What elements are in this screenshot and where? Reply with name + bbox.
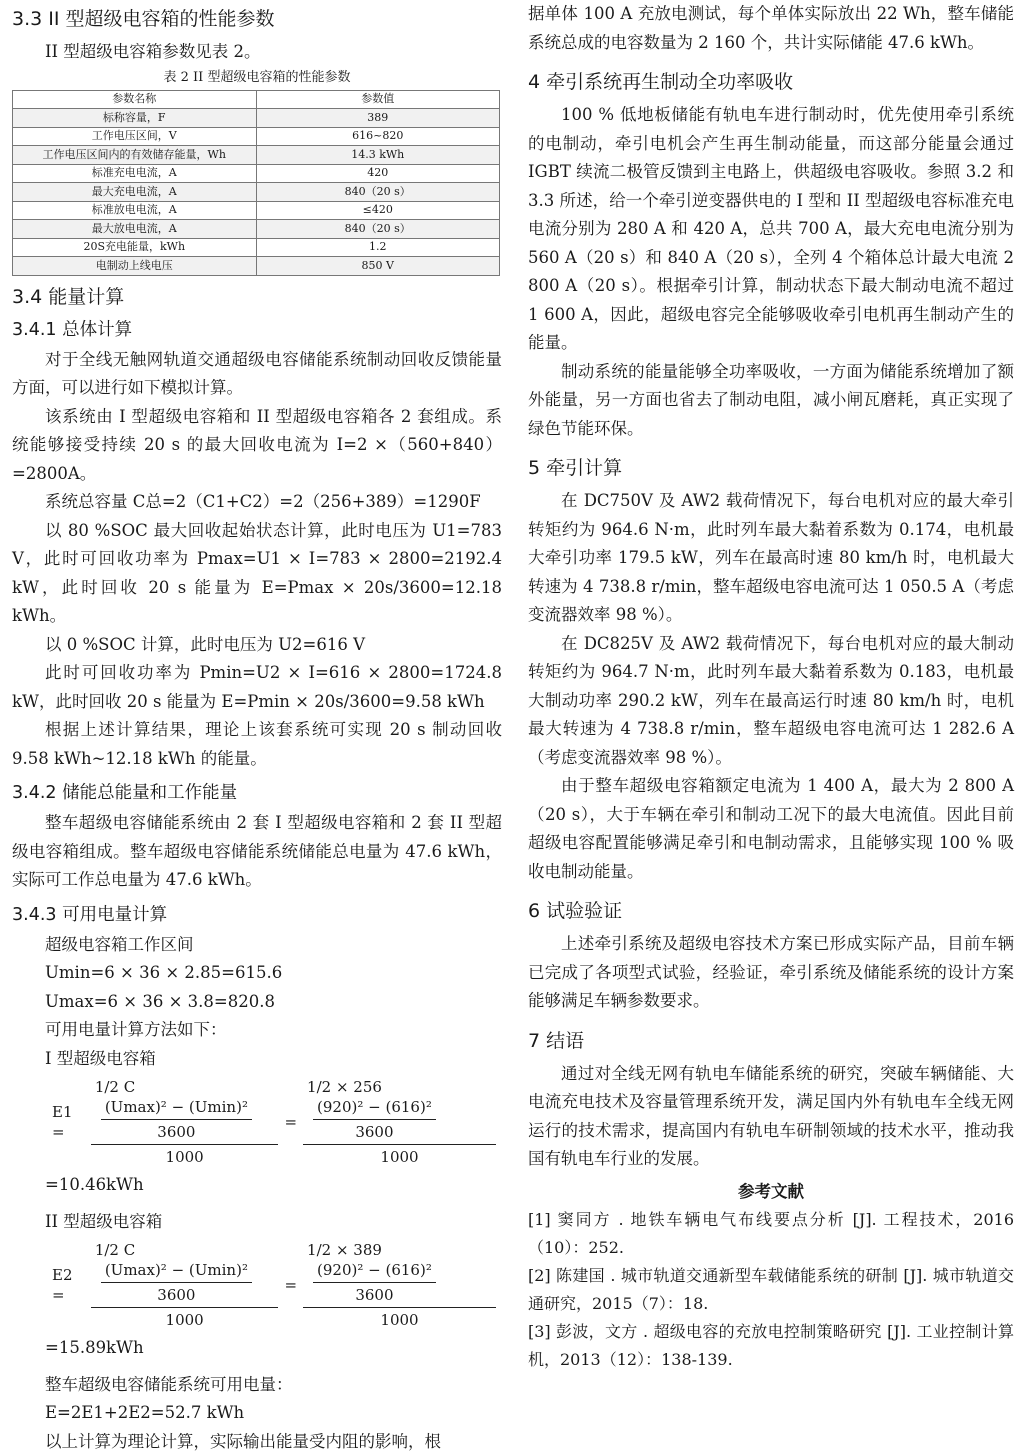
reference-item: [1] 窦同方 . 地铁车辆电气布线要点分析 [J]. 工程技术，2016（10）：252. (528, 1210, 1014, 1257)
table-header-value: 参数值 (256, 90, 500, 109)
formula-term: 1/2 C (94, 1241, 136, 1259)
paragraph: 在 DC750V 及 AW2 载荷情况下，每台电机对应的最大牵引转矩约为 964.6 N·m，此时列车最大黏着系数为 0.174，电机最大牵引功率 179.5 kW，列车在最高时速 80 km/h 时，电机最大转速为 4 738.8 r/min，整车超级电容电流可达 1 050.5 A（考虑变流器效率 98 %）。 (528, 491, 1014, 624)
reference-item: [2] 陈建国 . 城市轨道交通新型车载储能系统的研制 [J]. 城市轨道交通研究，2015（7）：18. (528, 1266, 1014, 1313)
table-row (13, 257, 500, 276)
fraction-numerator (303, 1077, 496, 1145)
paragraph: 根据上述计算结果，理论上该套系统可实现 20 s 制动回收 9.58 kWh~12.18 kWh 的能量。 (12, 720, 502, 768)
text-line: I 型超级电容箱 (45, 1048, 156, 1068)
formula-term: 1/2 × 256 (307, 1078, 382, 1096)
table-cell: 工作电压区间，V (13, 127, 257, 146)
fraction-numerator (91, 1240, 279, 1308)
formula-result: =15.89kWh (45, 1338, 144, 1357)
table-row (13, 164, 500, 183)
text-line: 整车超级电容储能系统可用电量： (45, 1374, 293, 1394)
formula-e2 (52, 1240, 502, 1330)
formula-term: 1/2 C (94, 1078, 136, 1096)
paragraph: 以 0 %SOC 计算，此时电压为 U2=616 V (45, 634, 365, 654)
paragraph: 此时可回收功率为 Pmin=U2 × I=616 × 2800=1724.8 kW，此时回收 20 s 能量为 E=Pmin × 20s/3600=9.58 kWh (12, 663, 502, 711)
table-cell: 最大放电电流，A (13, 220, 257, 239)
formula-result: =10.46kWh (45, 1175, 144, 1194)
table-row (13, 183, 500, 202)
text-line: Umin=6 × 36 × 2.85=615.6 (45, 963, 283, 982)
section-7-heading: 7 结语 (528, 1029, 585, 1052)
inner-fraction (313, 1260, 436, 1305)
table-row (13, 109, 500, 128)
references-heading: 参考文献 (738, 1181, 804, 1201)
table-cell: 标准充电电流，A (13, 164, 257, 183)
table-cell: 840（20 s） (256, 183, 500, 202)
fraction (303, 1077, 496, 1167)
table-cell: 850 V (256, 257, 500, 276)
table-cell: 标称容量，F (13, 109, 257, 128)
fraction-denominator: 3600 (355, 1286, 394, 1304)
table-cell: ≤420 (256, 201, 500, 220)
fraction-denominator: 1000 (380, 1148, 419, 1166)
text-line: Umax=6 × 36 × 3.8=820.8 (45, 991, 275, 1011)
section-4-heading: 4 牵引系统再生制动全功率吸收 (528, 71, 794, 93)
fraction (91, 1077, 279, 1167)
table-cell: 616~820 (256, 127, 500, 146)
table-cell: 20S充电能量，kWh (13, 238, 257, 257)
table-header-name: 参数名称 (13, 90, 257, 109)
paragraph: 对于全线无触网轨道交通超级电容储能系统制动回收反馈能量方面，可以进行如下模拟计算。 (12, 349, 502, 397)
paragraph: 制动系统的能量能够全功率吸收，一方面为储能系统增加了额外能量，另一方面也省去了制动电阻，减小闸瓦磨耗，真正实现了绿色节能环保。 (528, 361, 1014, 438)
fraction-numerator: (920)² − (616)² (313, 1260, 436, 1283)
table-header-row (13, 90, 500, 109)
fraction-denominator: 3600 (355, 1123, 394, 1141)
table-cell: 840（20 s） (256, 220, 500, 239)
table-row (13, 201, 500, 220)
table-cell: 14.3 kWh (256, 146, 500, 165)
table-cell: 最大充电电流，A (13, 183, 257, 202)
table-row (13, 127, 500, 146)
formula-e1 (52, 1077, 502, 1167)
table-row (13, 146, 500, 165)
paragraph: 系统总容量 C总=2（C1+C2）=2（256+389）=1290F (45, 492, 481, 511)
section-6-heading: 6 试验验证 (528, 900, 623, 922)
table-2 (12, 90, 500, 276)
fraction (303, 1240, 496, 1330)
text-line: 可用电量计算方法如下： (45, 1020, 227, 1039)
paragraph: 在 DC825V 及 AW2 载荷情况下，每台电机对应的最大制动转矩约为 964.7 N·m，此时列车最大黏着系数为 0.183，电机最大制动功率 290.2 kW，列车在最高运行时速 80 km/h 时，电机最大转速为 4 738.8 r/min，整车超级电容电流可达 1 282.6 A（考虑变流器效率 98 %）。 (528, 633, 1014, 767)
paragraph: 上述牵引系统及超级电容技术方案已形成实际产品，目前车辆已完成了各项型式试验，经验证，牵引系统及储能系统的设计方案能够满足车辆参数要求。 (528, 934, 1014, 1010)
section-3-3-heading: 3.3 II 型超级电容箱的性能参数 (12, 8, 275, 30)
table-cell: 电制动上线电压 (13, 257, 257, 276)
text-line: 超级电容箱工作区间 (45, 934, 194, 954)
text-line: E=2E1+2E2=52.7 kWh (45, 1403, 245, 1422)
fraction-denominator: 3600 (157, 1286, 196, 1304)
formula-term: 1/2 × 389 (307, 1241, 382, 1259)
fraction-denominator: 1000 (380, 1311, 419, 1329)
inner-fraction (101, 1260, 252, 1305)
fraction-denominator: 1000 (165, 1311, 204, 1329)
paragraph: 以 80 %SOC 最大回收起始状态计算，此时电压为 U1=783 V，此时可回收功率为 Pmax=U1 × I=783 × 2800=2192.4 kW，此时回收 20 s 能量为 E=Pmax × 20s/3600=12.18 kWh。 (12, 520, 502, 625)
section-3-4-1-heading: 3.4.1 总体计算 (12, 319, 133, 340)
section-3-4-3-heading: 3.4.3 可用电量计算 (12, 904, 168, 925)
table-cell: 1.2 (256, 238, 500, 257)
table-cell: 420 (256, 164, 500, 183)
table-row (13, 238, 500, 257)
fraction-numerator: (Umax)² − (Umin)² (101, 1260, 252, 1283)
table-row (13, 220, 500, 239)
right-column (528, 0, 1014, 1374)
inner-fraction (101, 1097, 252, 1142)
section-3-4-heading: 3.4 能量计算 (12, 285, 125, 308)
section-5-heading: 5 牵引计算 (528, 457, 623, 479)
paragraph: 通过对全线无网有轨电车储能系统的研究，突破车辆储能、大电流充电技术及容量管理系统开发，满足国内外有轨电车全线无网运行的技术需求，提高国内有轨电车研制领域的技术水平，推动我国有轨电车行业的发展。 (528, 1063, 1014, 1168)
formula-lhs: E1 = (52, 1103, 73, 1141)
formula-lhs: E2 = (52, 1266, 73, 1304)
fraction-numerator: (Umax)² − (Umin)² (101, 1097, 252, 1120)
left-column (12, 0, 502, 1456)
paragraph-continued: 据单体 100 A 充放电测试，每个单体实际放出 22 Wh，整车储能系统总成的电容数量为 2 160 个，共计实际储能 47.6 kWh。 (528, 4, 1014, 52)
table-2-caption: 表 2 II 型超级电容箱的性能参数 (163, 69, 351, 85)
fraction-denominator: 1000 (165, 1148, 204, 1166)
section-3-3-intro: II 型超级电容箱参数见表 2。 (45, 42, 261, 61)
reference-item: [3] 彭波，文方 . 超级电容的充放电控制策略研究 [J]. 工业控制计算机，2013（12）：138-139. (528, 1322, 1014, 1369)
equals-sign: = (284, 1113, 298, 1131)
equals-sign: = (284, 1276, 298, 1294)
paragraph: 100 % 低地板储能有轨电车进行制动时，优先使用牵引系统的电制动，牵引电机会产生再生制动能量，而这部分能量会通过 IGBT 续流二极管反馈到主电路上，供超级电容吸收。参照 3.2 和 3.3 所述，给一个牵引逆变器供电的 I 型和 II 型超级电容标准充电电流分别为 280 A 和 420 A，总共 700 A，最大充电电流分别为 560 A（20 s）和 840 A（20 s），全列 4 个箱体总计最大电流 2 800 A（20 s）。根据牵引计算，制动状态下最大制动电流不超过 1 600 A，因此，超级电容完全能够吸收牵引电机再生制动产生的能量。 (528, 105, 1014, 352)
table-cell: 389 (256, 109, 500, 128)
paragraph: 由于整车超级电容箱额定电流为 1 400 A，最大为 2 800 A（20 s），大于车辆在牵引和制动工况下的最大电流值。因此目前超级电容配置能够满足牵引和电制动需求，且能够实现 100 % 吸收电制动能量。 (528, 776, 1014, 881)
fraction-numerator (91, 1077, 279, 1145)
section-3-4-2-heading: 3.4.2 储能总能量和工作能量 (12, 783, 238, 803)
paragraph: 整车超级电容储能系统由 2 套 I 型超级电容箱和 2 套 II 型超级电容箱组成。整车超级电容储能系统储能总电量为 47.6 kWh，实际可工作总电量为 47.6 kWh。 (12, 813, 502, 889)
text-line: II 型超级电容箱 (45, 1211, 163, 1231)
fraction-denominator: 3600 (157, 1123, 196, 1141)
text-line: 以上计算为理论计算，实际输出能量受内阻的影响，根 (45, 1431, 441, 1451)
paragraph: 该系统由 I 型超级电容箱和 II 型超级电容箱各 2 套组成。系统能够接受持续 20 s 的最大回收电流为 I=2 ×（560+840）=2800A。 (12, 406, 502, 483)
table-cell: 工作电压区间内的有效储存能量，Wh (13, 146, 257, 165)
inner-fraction (313, 1097, 436, 1142)
fraction (91, 1240, 279, 1330)
fraction-numerator (303, 1240, 496, 1308)
fraction-numerator: (920)² − (616)² (313, 1097, 436, 1120)
table-cell: 标准放电电流，A (13, 201, 257, 220)
